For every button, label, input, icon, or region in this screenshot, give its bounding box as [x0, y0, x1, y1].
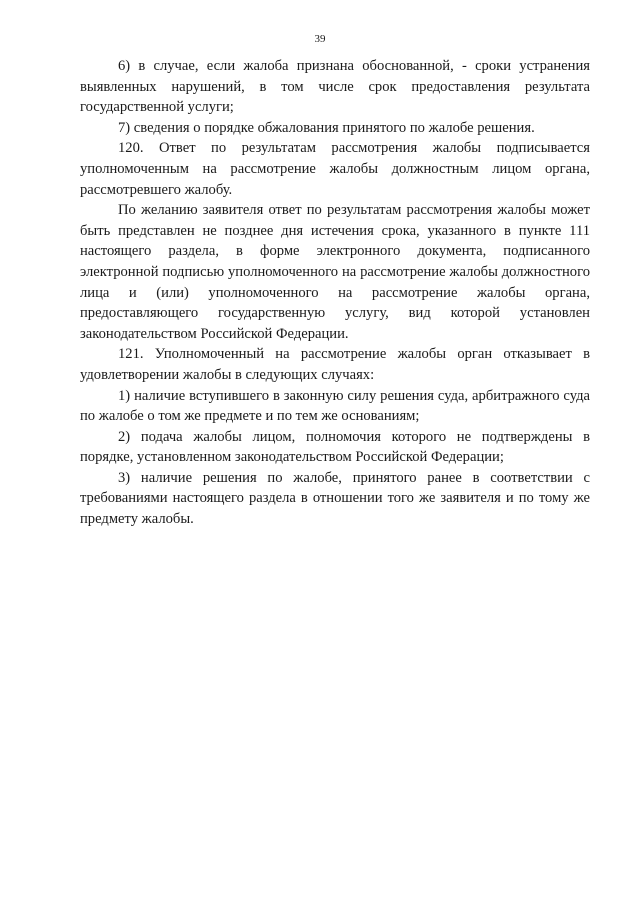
paragraph-120: 120. Ответ по результатам рассмотрения жалобы подписывается уполномоченным на рассмотрение жалобы должностным лицом органа, рассмотревшего жалобу. — [80, 140, 590, 198]
paragraph-refusal-3: 3) наличие решения по жалобе, принятого ранее в соответствии с требованиями настоящего раздела в отношении того же заявителя и по тому же предмету жалобы. — [80, 469, 590, 528]
document-body — [80, 56, 590, 530]
paragraph-item-7: 7) сведения о порядке обжалования принятого по жалобе решения. — [118, 119, 535, 136]
paragraph-item-6: 6) в случае, если жалоба признана обоснованной, - сроки устранения выявленных нарушений, в том числе срок предоставления результата государственной услуги; — [80, 58, 590, 116]
paragraph-refusal-2: 2) подача жалобы лицом, полномочия которого не подтверждены в порядке, установленном законодательством Российской Федерации; — [80, 428, 590, 466]
paragraph-refusal-1: 1) наличие вступившего в законную силу решения суда, арбитражного суда по жалобе о том же предмете и по тем же основаниям; — [80, 387, 590, 425]
paragraph-121: 121. Уполномоченный на рассмотрение жалобы орган отказывает в удовлетворении жалобы в следующих случаях: — [80, 346, 590, 383]
page-number: 39 — [314, 33, 326, 45]
paragraph-electronic-answer: По желанию заявителя ответ по результатам рассмотрения жалобы может быть представлен не позднее дня истечения срока, указанного в пункте 111 настоящего раздела, в форме электронного документа, подписанного электронной подписью уполномоченного на рассмотрение жалобы должностного лица и (или) уполномоченного на рассмотрение жалобы органа, предоставляющего государственную услугу, вид которой установлен законодательством Российской Федерации. — [80, 202, 590, 342]
